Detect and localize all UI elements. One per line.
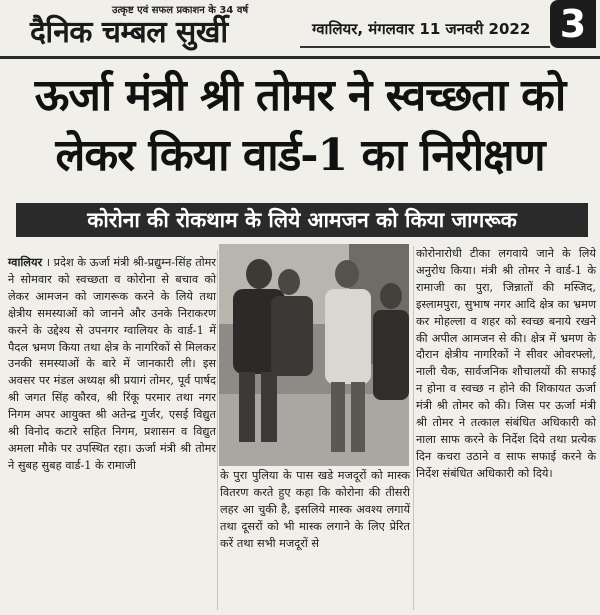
dateline-lead: ग्वालियर (8, 255, 43, 269)
column-divider (413, 246, 414, 610)
article-paragraph (8, 254, 216, 475)
column-divider (217, 250, 218, 610)
masthead-divider (0, 56, 600, 59)
article-text: कोरोनारोधी टीका लगवाये जाने के लिये अनुरोध किया। मंत्री श्री तोमर ने वार्ड-1 के रामाजी का पुरा, जिन्नातों की मस्जिद, इस्लामपुरा, सुभाष नगर आदि क्षेत्र का भ्रमण कर मोहल्ला व शहर को स्वच्छ बनाये रखने की अपील आमजन से की। क्षेत्र में भ्रमण के दौरान क्षेत्रीय नागरिकों ने सीवर ओवरफ्लो, नाली चैक, सार्वजनिक शौचालयों की सफाई न होना व स्वच्छ न होने की शिकायत ऊर्जा मंत्री श्री तोमर को की। जिस पर ऊर्जा मंत्री श्री तोमर ने तत्काल संबंधित अधिकारी को नाला साफ करने के निर्देश दिये तथा प्रत्येक दिन कचरा उठाने व साफ सफाई करने के निर्देश संबंधित अधिकारी को दिये। (416, 247, 596, 480)
article-column-middle (220, 468, 410, 553)
masthead-rule (300, 46, 550, 48)
news-photo (219, 244, 409, 466)
headline-line-1: ऊर्जा मंत्री श्री तोमर ने स्वच्छता को (34, 70, 566, 121)
dateline: ग्वालियर, मंगलवार 11 जनवरी 2022 (312, 20, 531, 38)
masthead (0, 0, 600, 56)
newspaper-name: दैनिक चम्बल सुर्खी (30, 15, 228, 50)
article-column-right (416, 246, 596, 483)
article-column-left (8, 254, 216, 475)
headline-line-2: लेकर किया वार्ड-1 का निरीक्षण (55, 130, 545, 181)
subheadline-bar: कोरोना की रोकथाम के लिये आमजन को किया जागरूक (16, 203, 588, 237)
article-text: के पुरा पुलिया के पास खडे मजदूरों को मास्क वितरण करते हुए कहा कि कोरोना की तीसरी लहर आ चुकी है, इसलिये मास्क अवश्य लगायें तथा दूसरों को भी मास्क लगाने के लिए प्रेरित करें तथा सभी मजदूरों से (220, 469, 410, 550)
headline (0, 66, 600, 186)
masthead-tagline: उत्कृष्ट एवं सफल प्रकाशन के 34 वर्ष (112, 5, 249, 16)
page-number: 3 (550, 0, 596, 48)
article-text: । प्रदेश के ऊर्जा मंत्री श्री-प्रद्युम्न-सिंह तोमर ने सोमवार को स्वच्छता व कोरोना से बचाव को लेकर आमजन को जागरूक करने के लिये तथा क्षेत्रीय समस्याओं को जानने और उनके निराकरण करने के उद्देश्य से उपनगर ग्वालियर के वार्ड-1 में पैदल भ्रमण किया तथा क्षेत्र के नागरिकों से मिलकर उनकी समस्याओं के बारे में जानकारी ली। इस अवसर पर मंडल अध्यक्ष श्री प्रयागं तोमर, पूर्व पार्षद श्री जगत सिंह कौरव, श्री रिंकू परमार तथा नगर निगम अपर आयुक्त श्री अतेन्द्र गुर्जर, एसई विद्युत श्री विनोद कटारे सहित निगम, प्रशासन व विद्युत अमला मौके पर उपस्थित रहा। ऊर्जा मंत्री श्री तोमर ने सुबह सुबह वार्ड-1 के रामाजी (8, 256, 216, 472)
